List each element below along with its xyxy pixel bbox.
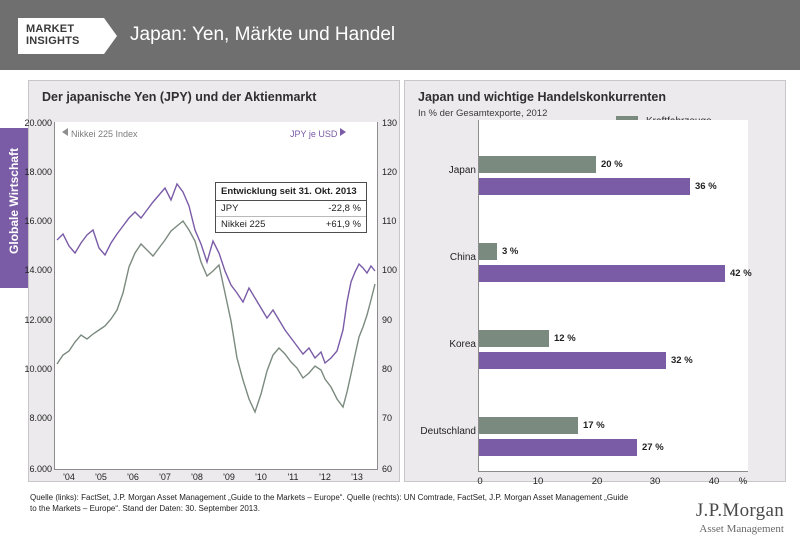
bar-china-maschinen	[479, 265, 725, 282]
left-axis-note-label: Nikkei 225 Index	[71, 129, 138, 139]
right-axis-note	[290, 128, 346, 139]
right-ytick-110: 110	[382, 216, 397, 226]
bar-value-china-maschinen: 42 %	[730, 268, 752, 279]
bar-value-japan-kraftfahrzeuge: 20 %	[601, 159, 623, 170]
bar-value-korea-kraftfahrzeuge: 12 %	[554, 333, 576, 344]
page-title: Japan: Yen, Märkte und Handel	[130, 24, 396, 45]
right-ytick-130: 130	[382, 118, 398, 128]
left-axis-note	[62, 128, 138, 139]
bar-china-kraftfahrzeuge	[479, 243, 497, 260]
logo-arrow-icon	[104, 18, 117, 54]
xtick-06: '06	[127, 472, 139, 482]
bar-korea-maschinen	[479, 352, 666, 369]
right-chart-title: Japan und wichtige Handelskonkurrenten	[418, 90, 666, 104]
xtick-13: '13	[351, 472, 363, 482]
bar-value-japan-maschinen: 36 %	[695, 181, 717, 192]
bar-xtick-10: 10	[532, 476, 544, 487]
line-chart-plot-area	[54, 122, 378, 470]
bar-korea-kraftfahrzeuge	[479, 330, 549, 347]
right-ytick-90: 90	[382, 315, 393, 325]
logo-line-1: MARKET	[26, 23, 75, 35]
triangle-left-icon	[62, 128, 68, 136]
callout-label-nikkei: Nikkei 225	[221, 219, 266, 230]
page-header	[0, 0, 800, 70]
bar-deutschland-kraftfahrzeuge	[479, 417, 578, 434]
jpmorgan-logo	[696, 500, 784, 535]
right-chart-subtitle: In % der Gesamtexporte, 2012	[418, 108, 548, 119]
bar-category-japan: Japan	[448, 165, 476, 176]
logo-line-2: INSIGHTS	[26, 35, 80, 47]
bar-value-deutschland-kraftfahrzeuge: 17 %	[583, 420, 605, 431]
bar-japan-kraftfahrzeuge	[479, 156, 596, 173]
side-tab-globale-wirtschaft	[0, 128, 28, 288]
bar-xtick-20: 20	[591, 476, 603, 487]
right-ytick-100: 100	[382, 265, 398, 275]
right-ytick-70: 70	[382, 413, 393, 423]
bar-xtick-30: 30	[649, 476, 661, 487]
left-ytick-6000: 6.000	[29, 464, 52, 474]
xtick-12: '12	[319, 472, 331, 482]
left-ytick-8000: 8.000	[29, 413, 52, 423]
source-note: Quelle (links): FactSet, J.P. Morgan Asset Management „Guide to the Markets – Europe“. Quelle (rechts): UN Comtrade, FactSet, J.P. Morgan Asset Management „Guide to the Markets – Europe“. Stand der Daten: 30. September 2013.	[30, 493, 629, 513]
right-ytick-120: 120	[382, 167, 398, 177]
left-ytick-16000: 16.000	[24, 216, 52, 226]
performance-callout	[215, 182, 367, 233]
callout-label-jpy: JPY	[221, 203, 239, 214]
bar-value-korea-maschinen: 32 %	[671, 355, 693, 366]
market-insights-logo	[18, 18, 104, 54]
side-tab-label: Globale Wirtschaft	[7, 148, 21, 254]
bar-category-china: China	[449, 252, 476, 263]
callout-title: Entwicklung seit 31. Okt. 2013	[216, 183, 366, 201]
xtick-07: '07	[159, 472, 171, 482]
xtick-08: '08	[191, 472, 203, 482]
left-ytick-18000: 18.000	[24, 167, 52, 177]
bar-xtick-0: 0	[477, 476, 483, 487]
bar-value-deutschland-maschinen: 27 %	[642, 442, 664, 453]
xtick-04: '04	[63, 472, 75, 482]
bar-category-korea: Korea	[449, 339, 476, 350]
xtick-11: '11	[287, 472, 299, 482]
callout-row-nikkei	[216, 216, 366, 232]
bar-xtick-40: 40	[708, 476, 720, 487]
left-ytick-10000: 10.000	[24, 364, 52, 374]
left-ytick-20000: 20.000	[24, 118, 52, 128]
callout-value-jpy: -22,8 %	[328, 203, 361, 214]
right-axis-note-label: JPY je USD	[290, 129, 338, 139]
left-ytick-14000: 14.000	[24, 265, 52, 275]
left-chart-title: Der japanische Yen (JPY) und der Aktienmarkt	[42, 90, 317, 104]
callout-value-nikkei: +61,9 %	[325, 219, 361, 230]
bar-japan-maschinen	[479, 178, 690, 195]
bar-axis-unit: %	[738, 476, 748, 487]
jpmorgan-name: J.P.Morgan	[695, 500, 784, 521]
callout-row-jpy	[216, 201, 366, 216]
xtick-10: '10	[255, 472, 267, 482]
line-chart-svg	[55, 122, 377, 468]
bar-category-deutschland: Deutschland	[420, 426, 476, 437]
right-ytick-60: 60	[382, 464, 393, 474]
jpmorgan-subtitle: Asset Management	[699, 523, 784, 535]
left-ytick-12000: 12.000	[24, 315, 52, 325]
xtick-09: '09	[223, 472, 235, 482]
bar-value-china-kraftfahrzeuge: 3 %	[502, 246, 519, 257]
series-nikkei-225	[57, 221, 375, 412]
bar-deutschland-maschinen	[479, 439, 637, 456]
triangle-right-icon	[340, 128, 346, 136]
xtick-05: '05	[95, 472, 107, 482]
right-ytick-80: 80	[382, 364, 393, 374]
